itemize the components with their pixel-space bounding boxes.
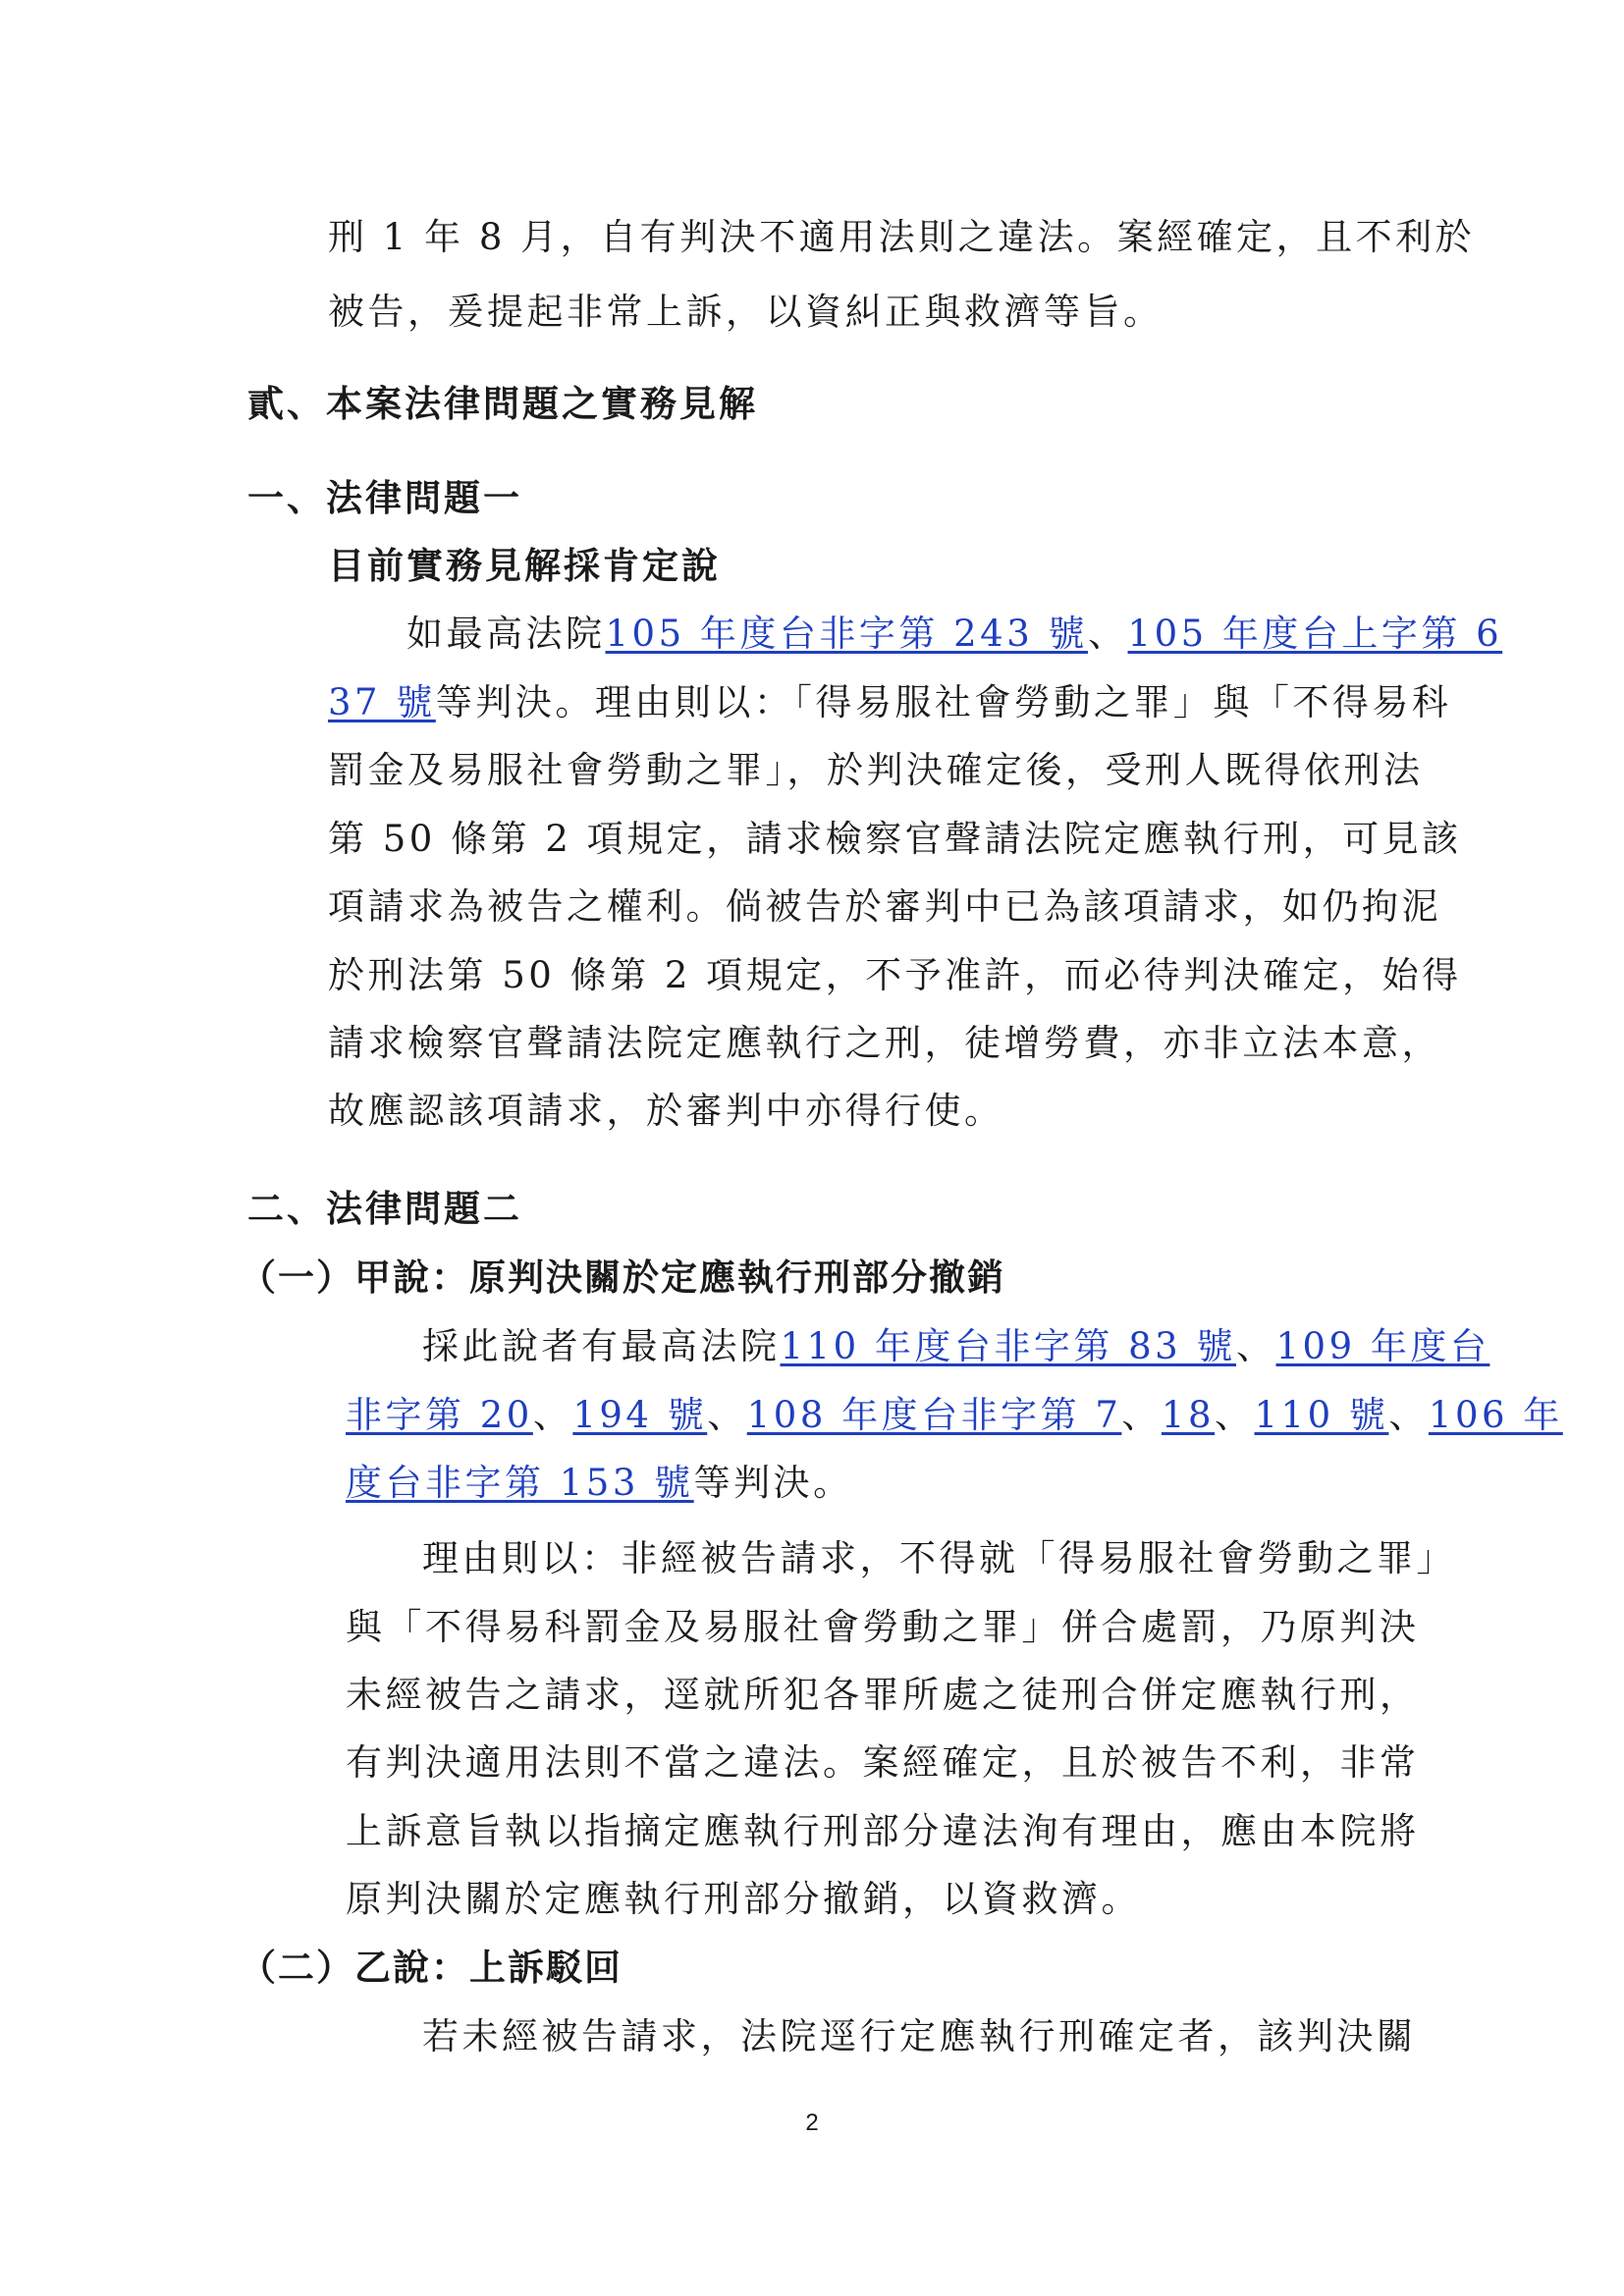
case-link[interactable]: 105 年度台上字第 6 — [1127, 613, 1503, 655]
case-link[interactable]: 度台非字第 153 號 — [346, 1462, 694, 1504]
text: 採此說者有最高法院 — [422, 1325, 781, 1367]
issue-1-heading: 一、法律問題一 — [247, 477, 522, 519]
separator: 、 — [707, 1394, 747, 1436]
paragraph-line — [328, 679, 1451, 726]
paragraph-line: 刑 1 年 8 月，自有判決不適用法則之違法。案經確定，且不利於 — [328, 216, 1476, 258]
case-link[interactable]: 108 年度台非字第 7 — [746, 1394, 1122, 1436]
paragraph-line: 項請求為被告之權利。倘被告於審判中已為該項請求，如仍拘泥 — [328, 885, 1441, 928]
case-link[interactable]: 110 年度台非字第 83 號 — [780, 1325, 1236, 1367]
case-link[interactable]: 106 年 — [1428, 1394, 1563, 1436]
case-link[interactable]: 110 號 — [1254, 1394, 1389, 1436]
text: 等判決。 — [693, 1462, 853, 1504]
paragraph-line — [406, 611, 1502, 658]
issue-2-heading: 二、法律問題二 — [247, 1188, 522, 1230]
paragraph-line — [346, 1460, 853, 1507]
page-number: 2 — [805, 2109, 819, 2136]
paragraph-line: 與「不得易科罰金及易服社會勞動之罪」併合處罰，乃原判決 — [346, 1606, 1420, 1648]
paragraph-line: 原判決關於定應執行刑部分撤銷，以資救濟。 — [346, 1878, 1141, 1920]
paragraph-line: 第 50 條第 2 項規定，請求檢察官聲請法院定應執行刑，可見該 — [328, 818, 1462, 860]
view-b-heading: （二）乙說：上訴駁回 — [240, 1947, 623, 1989]
text: 如最高法院 — [406, 613, 606, 655]
paragraph-line: 若未經被告請求，法院逕行定應執行刑確定者，該判決關 — [422, 2015, 1417, 2057]
separator: 、 — [1236, 1325, 1276, 1367]
text: 等判決。理由則以：「得易服社會勞動之罪」與「不得易科 — [435, 681, 1452, 723]
paragraph-line: 未經被告之請求，逕就所犯各罪所處之徒刑合併定應執行刑， — [346, 1674, 1420, 1716]
paragraph-line — [422, 1323, 1489, 1370]
separator: 、 — [1121, 1394, 1162, 1436]
paragraph-line: 被告，爰提起非常上訴，以資糾正與救濟等旨。 — [328, 291, 1164, 333]
paragraph-line — [346, 1392, 1563, 1439]
case-link[interactable]: 109 年度台 — [1275, 1325, 1490, 1367]
paragraph-line: 故應認該項請求，於審判中亦得行使。 — [328, 1090, 1004, 1132]
separator: 、 — [1088, 613, 1128, 655]
case-link[interactable]: 18 — [1161, 1394, 1216, 1436]
section-heading: 貳、本案法律問題之實務見解 — [247, 383, 758, 425]
case-link[interactable]: 37 號 — [328, 681, 436, 723]
separator: 、 — [1215, 1394, 1255, 1436]
case-link[interactable]: 105 年度台非字第 243 號 — [605, 613, 1089, 655]
view-a-heading: （一）甲說：原判決關於定應執行刑部分撤銷 — [240, 1256, 1005, 1299]
paragraph-line: 上訴意旨執以指摘定應執行刑部分違法洵有理由，應由本院將 — [346, 1810, 1420, 1852]
case-link[interactable]: 非字第 20 — [346, 1394, 533, 1436]
paragraph-line: 有判決適用法則不當之違法。案經確定，且於被告不利，非常 — [346, 1741, 1420, 1784]
paragraph-line: 罰金及易服社會勞動之罪」，於判決確定後，受刑人既得依刑法 — [328, 749, 1424, 791]
paragraph-line: 請求檢察官聲請法院定應執行之刑，徒增勞費，亦非立法本意， — [328, 1022, 1441, 1064]
separator: 、 — [532, 1394, 573, 1436]
case-link[interactable]: 194 號 — [572, 1394, 708, 1436]
separator: 、 — [1388, 1394, 1429, 1436]
issue-1-subheading: 目前實務見解採肯定說 — [328, 545, 721, 587]
paragraph-line: 於刑法第 50 條第 2 項規定，不予准許，而必待判決確定，始得 — [328, 954, 1462, 996]
paragraph-line: 理由則以：非經被告請求，不得就「得易服社會勞動之罪」 — [422, 1537, 1456, 1579]
